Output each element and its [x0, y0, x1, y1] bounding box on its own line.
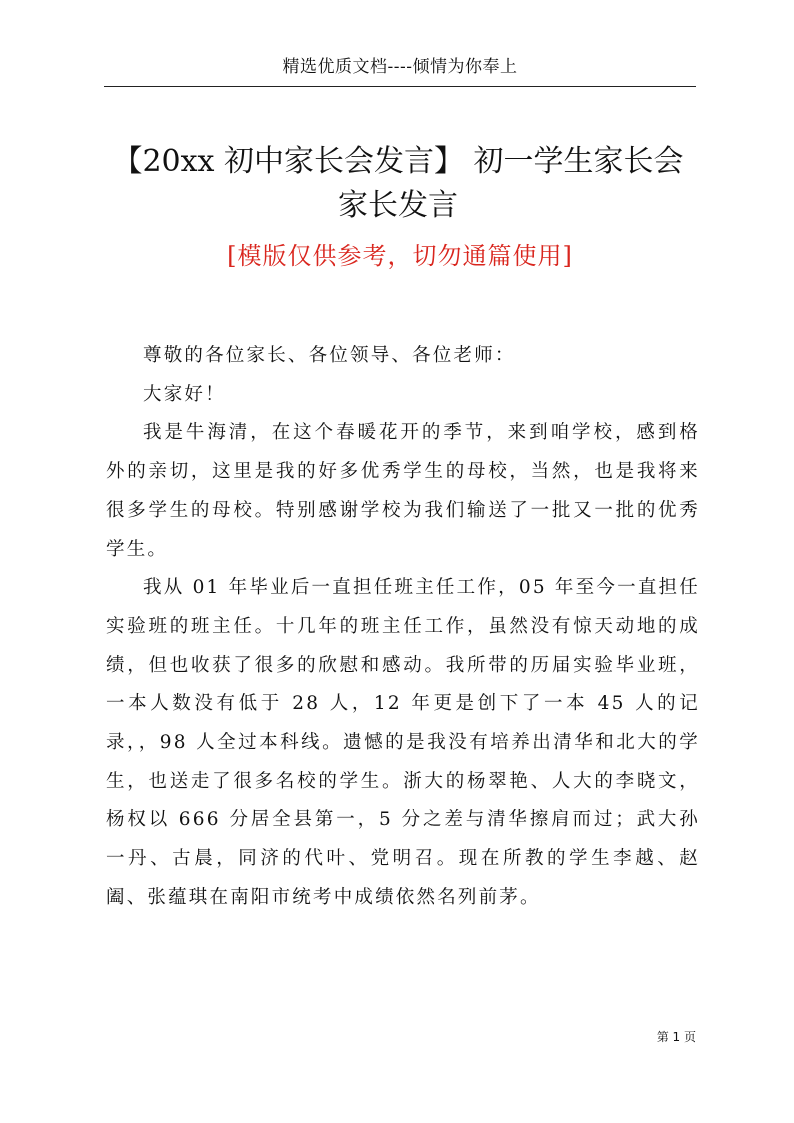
page-header: 精选优质文档----倾情为你奉上: [282, 57, 518, 77]
salutation: 尊敬的各位家长、各位领导、各位老师：: [143, 345, 516, 366]
document-title: 【20xx 初中家长会发言】 初一学生家长会家长发言: [112, 144, 684, 223]
document-body: [106, 337, 700, 918]
page-number: 第 1 页: [656, 1030, 696, 1044]
header-divider: [104, 86, 696, 87]
greeting: 大家好！: [143, 383, 226, 405]
template-notice: [模版仅供参考，切勿通篇使用]: [227, 242, 573, 270]
body-paragraph: 我从 01 年毕业后一直担任班主任工作，05 年至今一直担任实验班的班主任。十几年的班主任工作，虽然没有惊天动地的成绩，但也收获了很多的欣慰和感动。我所带的历届实验毕业班，一本人数没有低于 28 人，12 年更是创下了一本 45 人的记录，，98 人全过本科线。遗憾的是我没有培养出清华和北大的学生，也送走了很多名校的学生。浙大的杨翠艳、人大的李晓文，杨权以 666 分居全县第一，5 分之差与清华擦肩而过；武大孙一丹、古晨，同济的代叶、党明召。现在所教的学生李越、赵阖、张蕴琪在南阳市统考中成绩依然名列前茅。: [106, 577, 700, 908]
body-paragraph: 我是牛海清，在这个春暖花开的季节，来到咱学校，感到格外的亲切，这里是我的好多优秀学生的母校，当然，也是我将来很多学生的母校。特别感谢学校为我们输送了一批又一批的优秀学生。: [106, 422, 700, 560]
